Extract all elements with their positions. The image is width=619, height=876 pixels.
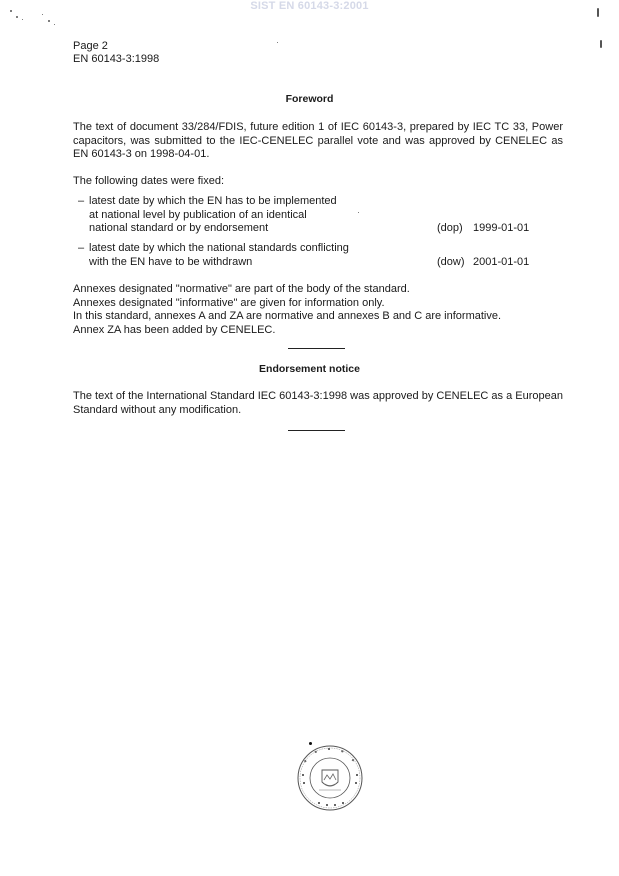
watermark: SIST EN 60143-3:2001 [250,0,369,12]
date-item-line: at national level by publication of an identical [89,208,307,221]
scan-speck [597,8,599,17]
annex-note-line: Annexes designated "normative" are part of the body of the standard. [73,283,410,295]
scan-speck [10,10,12,12]
date-value: 1999-01-01 [473,222,530,234]
date-code: (dop) [437,222,463,234]
date-item-line: latest date by which the EN has to be implemented [89,195,337,207]
scan-speck [277,42,278,43]
page-number: Page 2 [73,40,108,52]
date-item-line: with the EN have to be withdrawn [89,255,253,268]
scan-speck [48,20,50,22]
scan-speck [54,24,55,25]
annex-notes [73,283,563,337]
page-header [73,40,159,66]
foreword-title: Foreword [285,93,334,105]
section-divider [288,430,345,431]
dates-intro: The following dates were fixed: [73,175,225,187]
list-dash: – [78,242,85,254]
date-code: (dow) [437,256,465,268]
scan-speck [22,19,23,20]
section-divider [288,348,345,349]
foreword-intro: The text of document 33/284/FDIS, future edition 1 of IEC 60143-3, prepared by IEC TC 33, Power capacitors, was submitted to the IEC-CENELEC parallel vote and was approved by CENELEC as EN 60143-3 on 1998-04-01. [73,121,563,160]
scan-speck [16,16,18,18]
date-item [78,195,540,236]
endorsement-text: The text of the International Standard IEC 60143-3:1998 was approved by CENELEC as a European Standard without any modification. [73,390,563,416]
date-value: 2001-01-01 [473,256,530,268]
annex-note-line: In this standard, annexes A and ZA are normative and annexes B and C are informative. [73,310,502,322]
date-item-line: national standard or by endorsement [89,222,269,234]
date-item-text [89,242,429,269]
date-item-text [89,195,429,236]
official-stamp-icon [296,744,364,812]
annex-note-line: Annexes designated "informative" are given for information only. [73,296,385,309]
document-id: EN 60143-3:1998 [73,53,160,65]
scan-speck [42,14,43,15]
scan-speck [600,40,602,48]
date-item [78,242,540,269]
annex-note-line: Annex ZA has been added by CENELEC. [73,323,276,336]
endorsement-title: Endorsement notice [259,363,360,375]
date-item-line: latest date by which the national standards conflicting [89,242,349,254]
list-dash: – [78,195,85,207]
